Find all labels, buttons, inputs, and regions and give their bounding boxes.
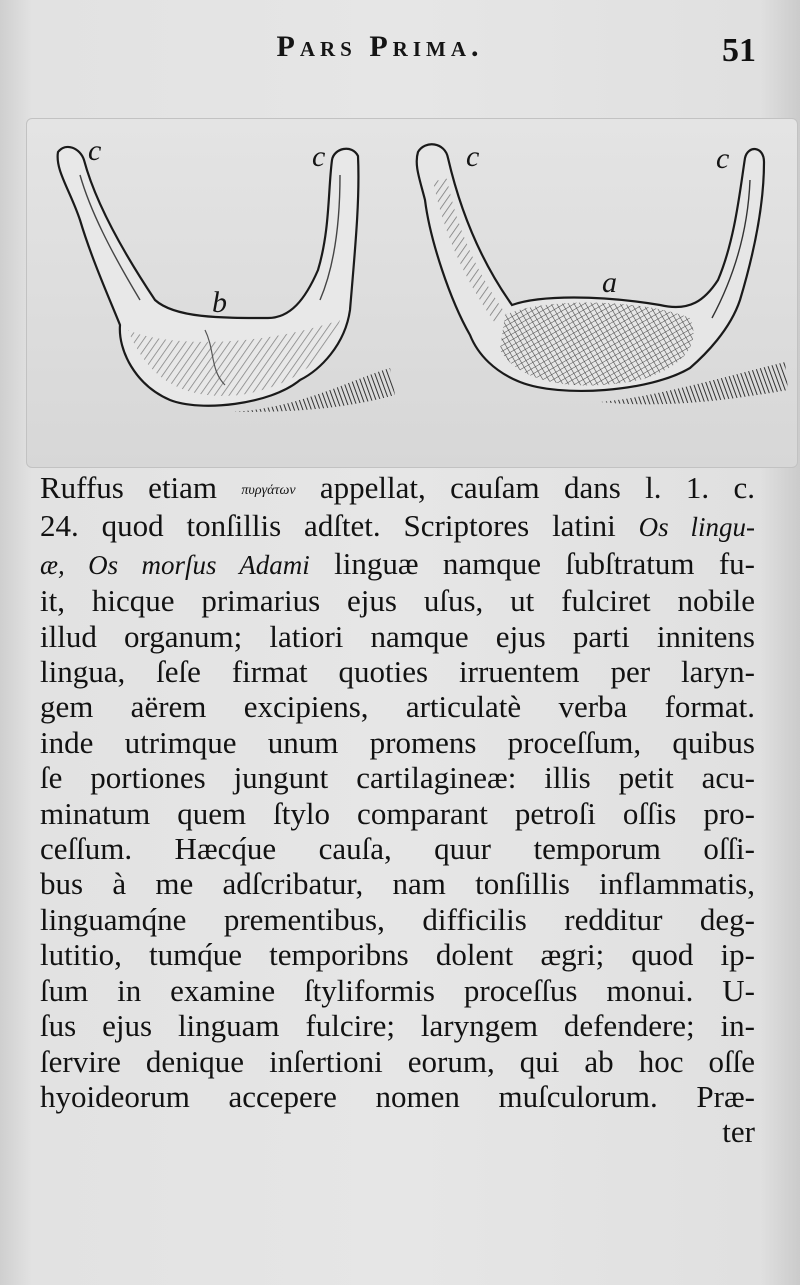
text-line: inde utrimque unum promens proceſſum, quibus [40,724,755,760]
label-a: a [602,266,617,299]
text-line: æ, Os morſus Adami linguæ namque ſubſtratum fu- [40,545,755,581]
body-text [40,470,755,1150]
label-c-2: c [312,140,326,173]
text-line: 24. quod tonſillis adſtet. Scriptores latini Os lingu- [40,508,755,544]
page-number: 51 [722,32,756,69]
text-line: ſus ejus linguam fulcire; laryngem defendere; in- [40,1008,755,1044]
greek-word: πυργάτων [241,483,296,498]
text-line: ſe portiones jungunt cartilagineæ: illis petit acu- [40,760,755,796]
text-line: ſervire denique inſertioni eorum, qui ab hoc oſſe [40,1043,755,1079]
hyoid-bone-figures [0,0,800,470]
running-title: Pars Prima. [276,30,484,63]
text-line: lutitio, tumq́ue temporibns dolent ægri; quod ip- [40,937,755,973]
text-line: hyoideorum accepere nomen muſculorum. Præ- [40,1078,755,1114]
text-line: lingua, ſeſe firmat quoties irruentem per laryn- [40,654,755,690]
text-line: it, hicque primarius ejus uſus, ut fulciret nobile [40,583,755,619]
label-c-1: c [88,134,102,167]
text-line: gem aërem excipiens, articulatè verba format. [40,689,755,725]
text-line: bus à me adſcribatur, nam tonſillis inflammatis, [40,866,755,902]
text-line: ſum in examine ſtyliformis proceſſus monui. U- [40,972,755,1008]
label-c-3: c [466,140,480,173]
catchword: ter [722,1114,755,1150]
text-line: Ruffus etiam πυργάτων appellat, cauſam dans l. 1. c. [40,470,755,505]
text-line: linguamq́ne prementibus, difficilis redditur deg- [40,901,755,937]
label-b: b [212,286,227,319]
label-c-4: c [716,142,730,175]
text-line: illud organum; latiori namque ejus parti innitens [40,618,755,654]
text-line: ceſſum. Hæcq́ue cauſa, quur temporum oſſi- [40,831,755,867]
text-line: minatum quem ſtylo comparant petroſi oſſis pro- [40,795,755,831]
hyoid-figure-b [58,147,395,412]
